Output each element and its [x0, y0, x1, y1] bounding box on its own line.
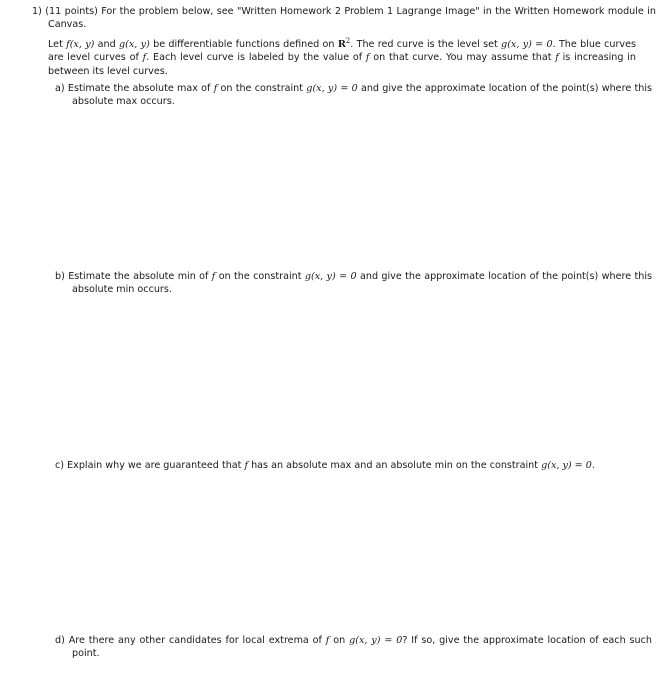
math-g-equation: g(x, y) = 0 — [306, 83, 358, 94]
part-d-text: on — [329, 635, 350, 646]
part-d-text: Are there any other candidates for local extrema of — [68, 635, 326, 646]
part-b-label: b) — [55, 271, 65, 282]
part-b — [55, 270, 652, 297]
problem-header — [32, 5, 656, 32]
part-b-text: and give the approximate location of the point(s) where this absolute min occurs. — [72, 271, 653, 296]
math-g-equation: g(x, y) = 0 — [349, 635, 403, 646]
math-reals: R — [337, 39, 346, 50]
intro-text: and — [94, 39, 120, 50]
problem-intro — [48, 38, 636, 78]
part-c-text: Explain why we are guaranteed that — [67, 460, 245, 471]
math-f: f — [325, 635, 330, 646]
part-b-text: on the constraint — [215, 271, 305, 282]
part-a-text: on the constraint — [217, 83, 307, 94]
math-f-of-xy: f(x, y) — [66, 39, 95, 50]
math-f: f — [142, 52, 147, 64]
math-g-of-xy: g(x, y) — [119, 39, 150, 50]
math-g-equation: g(x, y) = 0 — [501, 39, 553, 50]
part-c-label: c) — [55, 460, 65, 471]
part-c-text: . — [591, 460, 595, 471]
problem-header-text: (11 points) For the problem below, see "Written Homework 2 Problem 1 Lagrange Image" in the Written Homework module in Canvas. — [45, 6, 656, 31]
math-superscript: 2 — [345, 36, 351, 45]
part-d-label: d) — [55, 635, 65, 646]
part-a-text: and give the approximate location of the point(s) where this absolute max occurs. — [72, 83, 652, 108]
math-f: f — [213, 83, 218, 94]
part-a — [55, 82, 652, 109]
intro-text: . The red curve is the level set — [350, 39, 502, 50]
math-f: f — [244, 460, 249, 471]
part-a-text: Estimate the absolute max of — [67, 83, 214, 94]
math-f: f — [211, 271, 216, 282]
problem-number: 1) — [32, 6, 42, 17]
intro-text: on that curve. You may assume that — [369, 52, 556, 64]
math-f: f — [365, 52, 370, 64]
intro-text: . Each level curve is labeled by the value of — [146, 52, 366, 64]
part-c-text: has an absolute max and an absolute min on the constraint — [248, 460, 542, 471]
intro-text: . The blue curves are level curves of — [48, 39, 636, 64]
part-b-text: Estimate the absolute min of — [68, 271, 212, 282]
part-c — [55, 459, 652, 472]
intro-text: is increasing in between its level curves. — [48, 52, 636, 77]
math-g-equation: g(x, y) = 0 — [304, 271, 357, 282]
intro-text: Let — [48, 39, 67, 50]
part-d-text: ? If so, give the approximate location of each such point. — [72, 635, 652, 660]
intro-text: be differentiable functions defined on — [149, 39, 338, 50]
part-a-label: a) — [55, 83, 65, 94]
math-g-equation: g(x, y) = 0 — [541, 460, 592, 471]
math-f: f — [555, 52, 559, 64]
part-d — [55, 634, 652, 661]
